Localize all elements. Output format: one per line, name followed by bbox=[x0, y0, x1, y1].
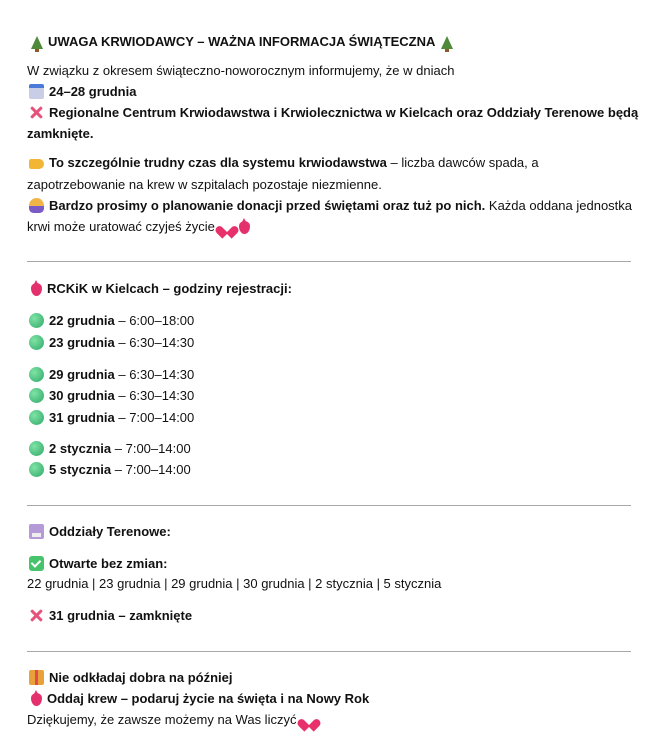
hours-day: 31 grudnia bbox=[49, 410, 115, 425]
hours-day: 23 grudnia bbox=[49, 335, 115, 350]
hours-day: 2 stycznia bbox=[49, 441, 112, 456]
branches-closed-line bbox=[29, 606, 192, 626]
hours-item bbox=[29, 311, 194, 331]
divider bbox=[27, 261, 631, 262]
open-days: 22 grudnia | 23 grudnia | 29 grudnia | 30 grudnia | 2 stycznia | 5 stycznia bbox=[27, 576, 442, 591]
appeal-text-2: Każda oddana jednostka bbox=[485, 198, 633, 213]
gift-icon bbox=[29, 670, 44, 685]
closed-text-2: zamknięte. bbox=[27, 126, 94, 141]
check-mark-icon bbox=[29, 556, 44, 571]
christmas-tree-icon bbox=[441, 36, 453, 49]
appeal-text: – liczba dawców spada, a bbox=[386, 155, 539, 170]
footer-bold-2: Oddaj krew – podaruj życie na święta i na Nowy Rok bbox=[47, 691, 370, 706]
hours-item bbox=[29, 439, 191, 459]
appeal-line-3 bbox=[29, 196, 632, 216]
hours-time: – 6:30–14:30 bbox=[114, 388, 195, 403]
hours-time: – 7:00–14:00 bbox=[111, 462, 191, 477]
section-heading: RCKiK w Kielcach – godziny rejestracji: bbox=[47, 281, 292, 296]
page-title: UWAGA KRWIODAWCY – WAŻNA INFORMACJA ŚWIĄTECZNA bbox=[48, 34, 436, 49]
hours-time: – 6:00–18:00 bbox=[114, 313, 195, 328]
rckik-heading bbox=[29, 279, 292, 299]
hours-day: 29 grudnia bbox=[49, 367, 115, 382]
open-label-line bbox=[29, 554, 167, 574]
footer-bold-1: Nie odkładaj dobra na później bbox=[49, 670, 233, 685]
blood-drop-icon bbox=[239, 221, 250, 234]
green-circle-icon bbox=[29, 367, 44, 382]
branches-heading bbox=[29, 522, 171, 542]
closed-day: 31 grudnia – zamknięte bbox=[49, 608, 193, 623]
hours-time: – 7:00–14:00 bbox=[114, 410, 195, 425]
appeal-line-1 bbox=[29, 153, 539, 173]
hours-time: – 6:30–14:30 bbox=[114, 367, 195, 382]
closed-line-2 bbox=[27, 124, 93, 144]
divider bbox=[27, 505, 631, 506]
green-circle-icon bbox=[29, 462, 44, 477]
hours-item bbox=[29, 365, 194, 385]
appeal-bold: To szczególnie trudny czas dla systemu krwiodawstwa bbox=[49, 155, 387, 170]
intro-text: W związku z okresem świąteczno-noworocznym informujemy, że w dniach bbox=[27, 63, 455, 78]
hours-time: – 7:00–14:00 bbox=[111, 441, 191, 456]
calendar-icon bbox=[29, 84, 44, 99]
closed-dates: 24–28 grudnia bbox=[49, 84, 137, 99]
hours-item bbox=[29, 333, 194, 353]
hours-item bbox=[29, 408, 194, 428]
green-circle-icon bbox=[29, 335, 44, 350]
green-circle-icon bbox=[29, 410, 44, 425]
building-icon bbox=[29, 524, 44, 539]
appeal-line-4 bbox=[27, 217, 255, 237]
closed-line bbox=[29, 103, 638, 123]
open-label: Otwarte bez zmian: bbox=[49, 556, 168, 571]
pointing-hand-icon bbox=[29, 159, 44, 169]
cross-mark-icon bbox=[29, 608, 44, 623]
green-circle-icon bbox=[29, 388, 44, 403]
heart-icon bbox=[220, 221, 234, 234]
divider bbox=[27, 651, 631, 652]
footer-line-1 bbox=[29, 668, 232, 688]
thanks-text: Dziękujemy, że zawsze możemy na Was liczyć bbox=[27, 712, 297, 727]
dates-line bbox=[29, 82, 136, 102]
christmas-tree-icon bbox=[31, 36, 43, 49]
cross-mark-icon bbox=[29, 105, 44, 120]
blood-drop-icon bbox=[31, 693, 42, 706]
closed-text: Regionalne Centrum Krwiodawstwa i Krwiolecznictwa w Kielcach oraz Oddziały Terenowe będą bbox=[49, 105, 639, 120]
folded-hands-icon bbox=[29, 198, 44, 213]
hours-day: 30 grudnia bbox=[49, 388, 115, 403]
heart-icon bbox=[302, 714, 316, 727]
hours-day: 5 stycznia bbox=[49, 462, 112, 477]
appeal-text-3: krwi może uratować czyjeś życie bbox=[27, 219, 215, 234]
footer-line-3 bbox=[27, 710, 321, 730]
hours-day: 22 grudnia bbox=[49, 313, 115, 328]
section-heading: Oddziały Terenowe: bbox=[49, 524, 171, 539]
hours-item bbox=[29, 460, 191, 480]
appeal-line-2: zapotrzebowanie na krew w szpitalach pozostaje niezmienne. bbox=[27, 177, 382, 192]
green-circle-icon bbox=[29, 441, 44, 456]
green-circle-icon bbox=[29, 313, 44, 328]
hours-time: – 6:30–14:30 bbox=[114, 335, 195, 350]
blood-drop-icon bbox=[31, 283, 42, 296]
footer-line-2 bbox=[29, 689, 369, 709]
title-line bbox=[29, 32, 458, 52]
hours-item bbox=[29, 386, 194, 406]
appeal-bold-2: Bardzo prosimy o planowanie donacji przed świętami oraz tuż po nich. bbox=[49, 198, 486, 213]
